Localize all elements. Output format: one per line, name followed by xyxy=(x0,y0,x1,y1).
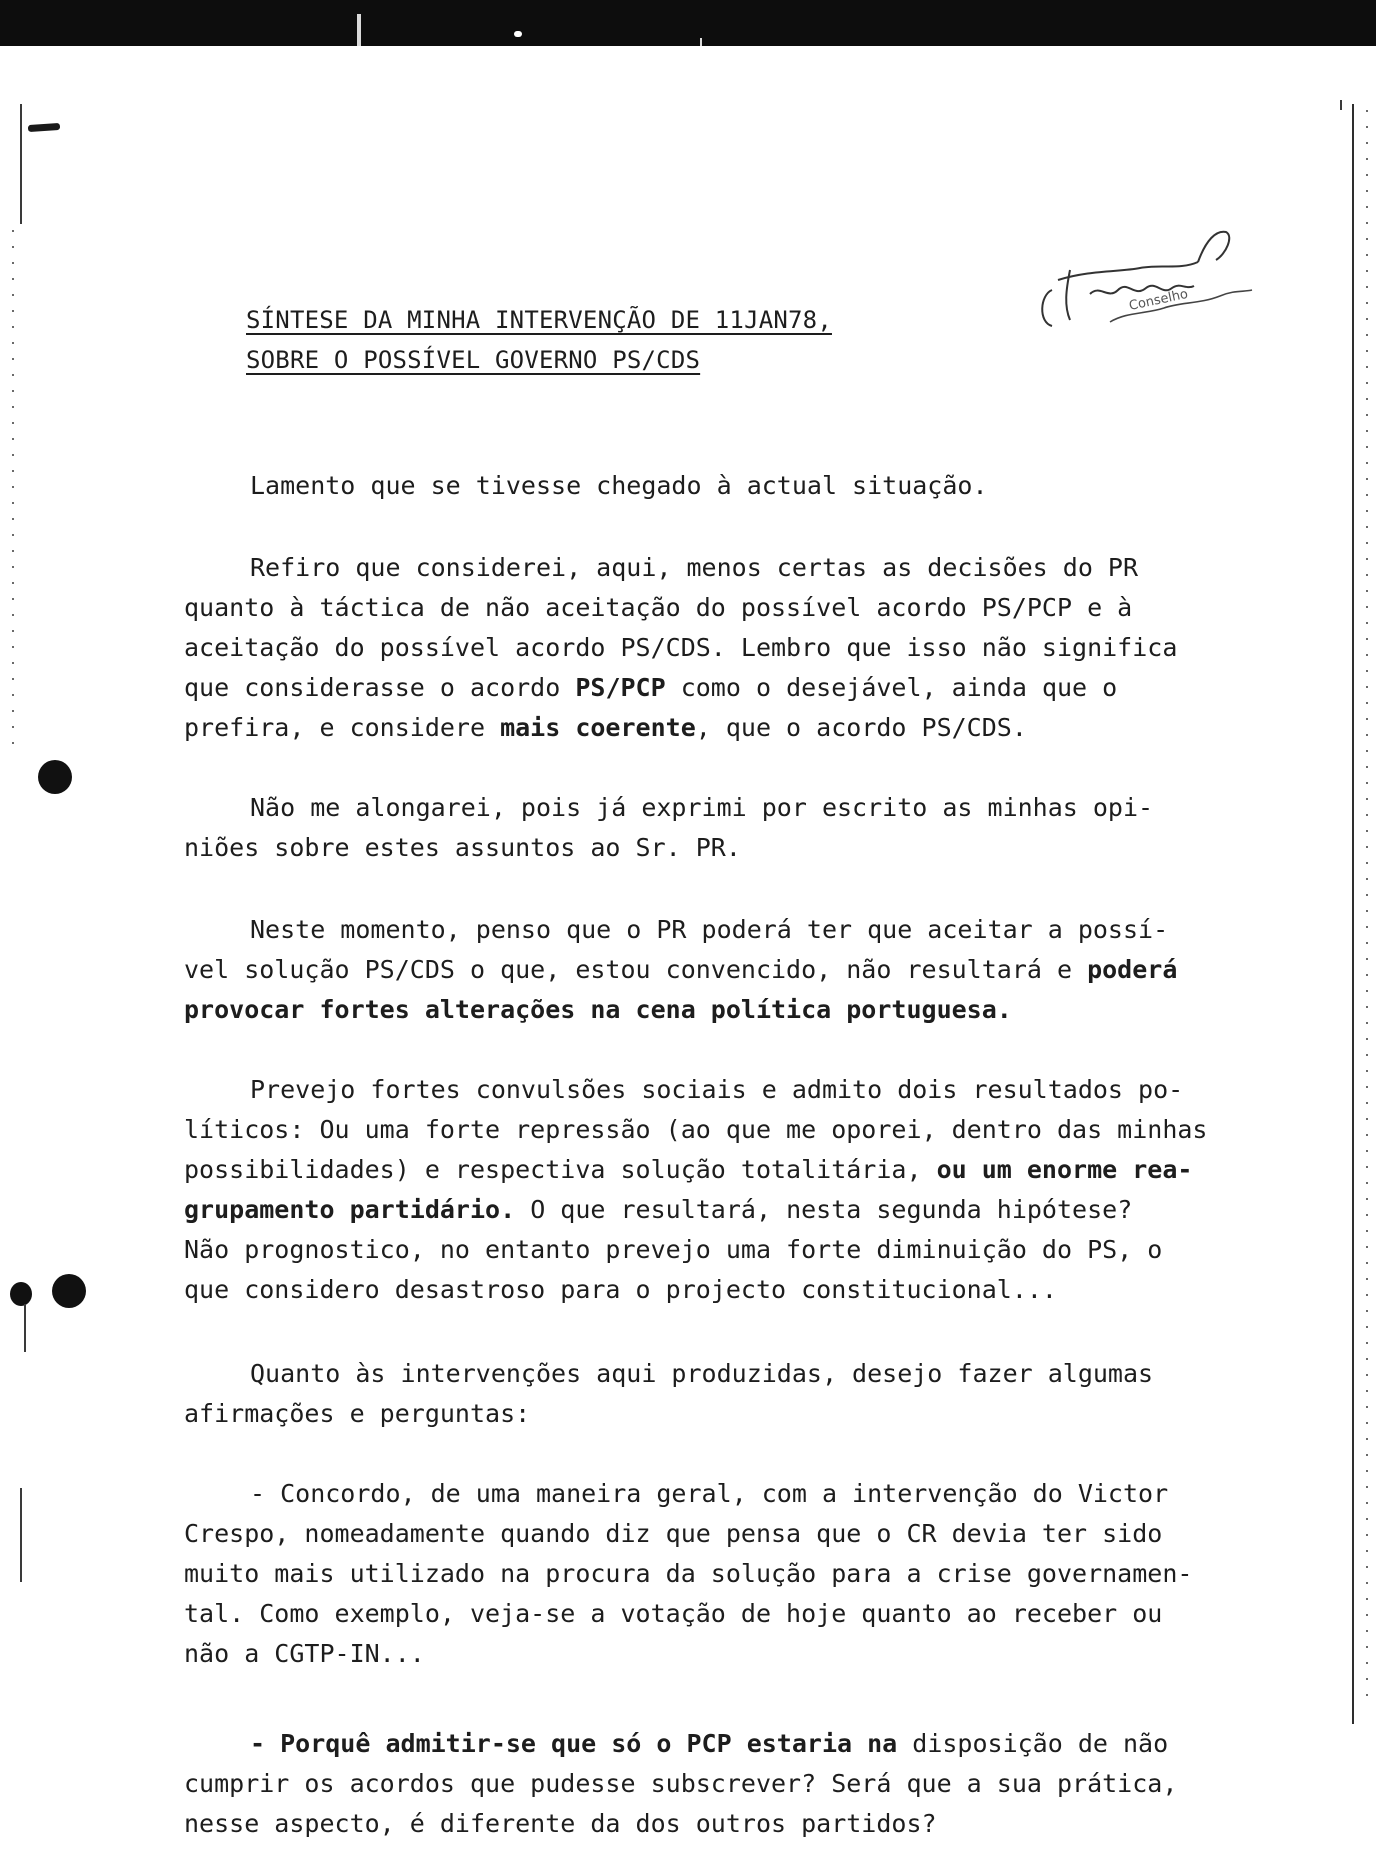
paragraph-3 xyxy=(184,788,1304,868)
text-line: Quanto às intervenções aqui produzidas, desejo fazer algumas xyxy=(250,1359,1154,1388)
paragraph-5 xyxy=(184,1070,1304,1310)
text-line: vel solução PS/CDS o que, estou convencido, não resultará e poderá xyxy=(184,955,1178,984)
text-line: cumprir os acordos que pudesse subscrever? Será que a sua prática, xyxy=(184,1769,1178,1798)
paragraph-6 xyxy=(184,1354,1304,1434)
text-line: Lamento que se tivesse chegado à actual situação. xyxy=(250,471,988,500)
text-line: Prevejo fortes convulsões sociais e admito dois resultados po- xyxy=(250,1075,1184,1104)
paragraph-7 xyxy=(184,1474,1304,1674)
svg-text:Conselho: Conselho xyxy=(1127,286,1190,314)
text-line: muito mais utilizado na procura da solução para a crise governamen- xyxy=(184,1559,1193,1588)
text-line: que considero desastroso para o projecto constitucional... xyxy=(184,1275,1057,1304)
text-line: nesse aspecto, é diferente da dos outros partidos? xyxy=(184,1809,937,1838)
text-line: que considerasse o acordo PS/PCP como o desejável, ainda que o xyxy=(184,673,1118,702)
document-title-line-2: SOBRE O POSSÍVEL GOVERNO PS/CDS xyxy=(246,346,701,374)
text-line: Refiro que considerei, aqui, menos certas as decisões do PR xyxy=(250,553,1139,582)
text-line: prefira, e considere mais coerente, que o acordo PS/CDS. xyxy=(184,713,1027,742)
text-line: afirmações e perguntas: xyxy=(184,1399,531,1428)
scan-left-edge xyxy=(24,1304,26,1352)
scan-left-edge xyxy=(20,1488,22,1582)
scan-top-border xyxy=(0,0,1376,46)
text-line: - Porquê admitir-se que só o PCP estaria na disposição de não xyxy=(250,1729,1169,1758)
paragraph-1 xyxy=(184,466,1304,506)
scan-left-dots xyxy=(12,230,14,750)
text-line: não a CGTP-IN... xyxy=(184,1639,425,1668)
text-line: aceitação do possível acordo PS/CDS. Lembro que isso não significa xyxy=(184,633,1178,662)
text-line: niões sobre estes assuntos ao Sr. PR. xyxy=(184,833,741,862)
text-line: Crespo, nomeadamente quando diz que pensa que o CR devia ter sido xyxy=(184,1519,1163,1548)
text-line: Neste momento, penso que o PR poderá ter que aceitar a possí- xyxy=(250,915,1169,944)
text-line: provocar fortes alterações na cena política portuguesa. xyxy=(184,995,1012,1024)
paragraph-8 xyxy=(184,1724,1304,1844)
text-line: - Concordo, de uma maneira geral, com a intervenção do Victor xyxy=(250,1479,1169,1508)
text-line: grupamento partidário. O que resultará, nesta segunda hipótese? xyxy=(184,1195,1133,1224)
text-line: líticos: Ou uma forte repressão (ao que me oporei, dentro das minhas xyxy=(184,1115,1208,1144)
punch-hole xyxy=(52,1274,86,1308)
scan-left-edge xyxy=(20,104,22,224)
handwritten-signature xyxy=(1030,210,1260,340)
scan-right-edge xyxy=(1352,104,1354,1724)
paragraph-4 xyxy=(184,910,1304,1030)
text-line: tal. Como exemplo, veja-se a votação de hoje quanto ao receber ou xyxy=(184,1599,1163,1628)
text-line: Não me alongarei, pois já exprimi por escrito as minhas opi- xyxy=(250,793,1154,822)
scan-right-dots xyxy=(1366,110,1368,1710)
text-line: possibilidades) e respectiva solução totalitária, ou um enorme rea- xyxy=(184,1155,1193,1184)
punch-hole xyxy=(38,760,72,794)
text-line: Não prognostico, no entanto prevejo uma forte diminuição do PS, o xyxy=(184,1235,1163,1264)
punch-hole xyxy=(10,1282,32,1306)
paragraph-2 xyxy=(184,548,1304,748)
scan-mark xyxy=(28,123,60,132)
text-line: quanto à táctica de não aceitação do possível acordo PS/PCP e à xyxy=(184,593,1133,622)
scan-right-edge xyxy=(1340,100,1342,110)
document-title-line-1: SÍNTESE DA MINHA INTERVENÇÃO DE 11JAN78, xyxy=(246,306,832,334)
